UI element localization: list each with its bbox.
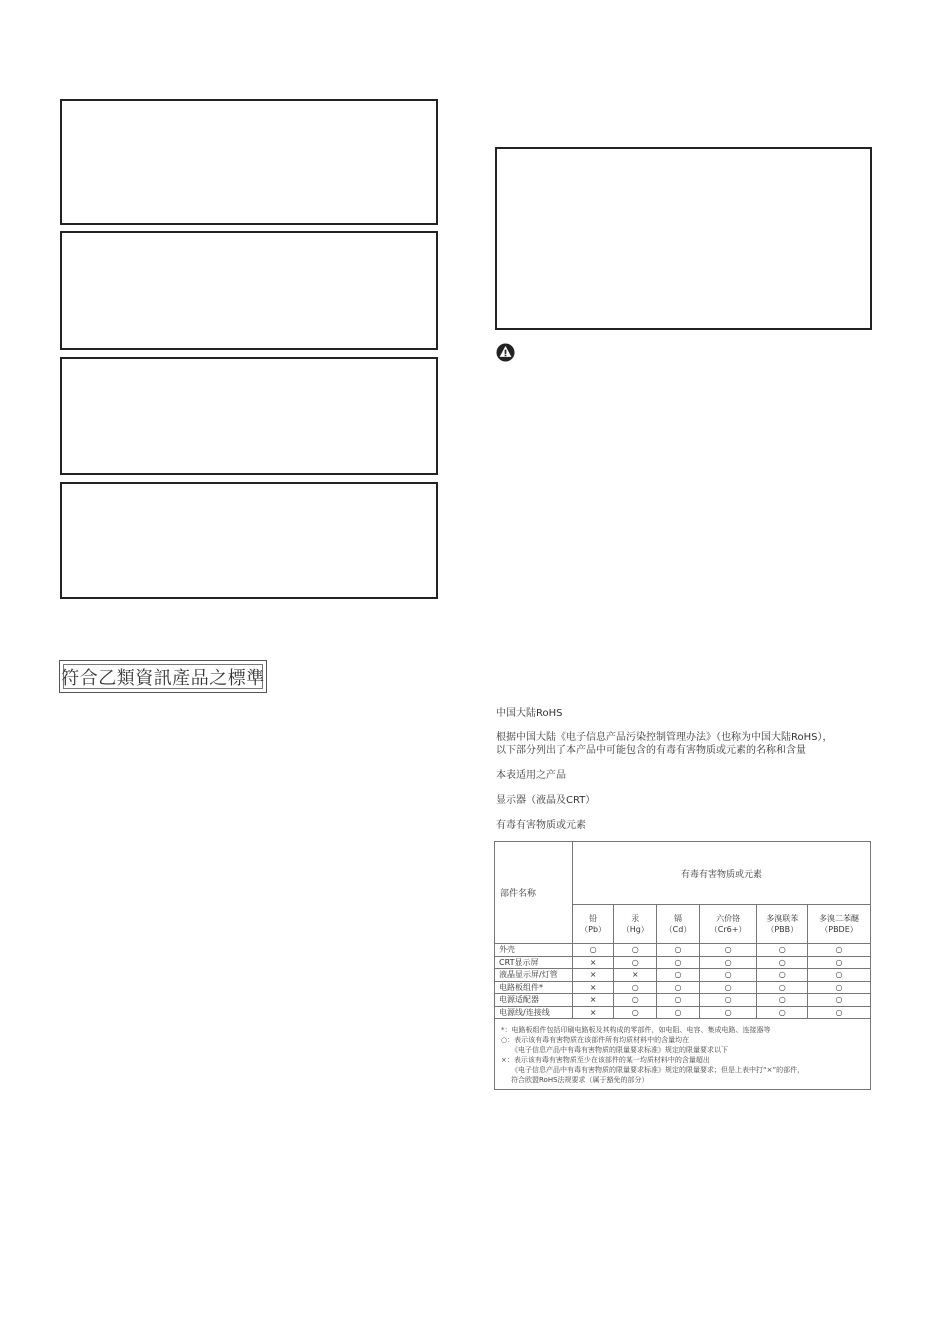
- value-cell: ×: [614, 969, 657, 982]
- warning-icon: [496, 343, 515, 362]
- value-cell: ○: [614, 994, 657, 1007]
- rohs-para-line2: 以下部分列出了本产品中可能包含的有毒有害物质或元素的名称和含量: [496, 745, 806, 756]
- rohs-table: [494, 841, 871, 1090]
- tw-class-b-label: [59, 660, 267, 693]
- value-cell: ×: [573, 956, 614, 969]
- value-cell: ○: [657, 969, 699, 982]
- table-row: [495, 956, 871, 969]
- value-cell: ○: [657, 994, 699, 1007]
- table-row: [495, 994, 871, 1007]
- value-cell: ○: [614, 1006, 657, 1019]
- component-cell: 电路板组件*: [495, 981, 573, 994]
- value-cell: ○: [808, 994, 871, 1007]
- element-header: 多溴二苯醚 （PBDE）: [808, 905, 871, 944]
- value-cell: ○: [699, 969, 757, 982]
- value-cell: ○: [699, 981, 757, 994]
- rohs-product: 显示器（液晶及CRT）: [496, 795, 596, 806]
- value-cell: ○: [808, 944, 871, 957]
- value-cell: ○: [657, 1006, 699, 1019]
- table-row: [495, 969, 871, 982]
- rohs-substances-label: 有毒有害物质或元素: [496, 820, 586, 831]
- value-cell: ○: [699, 994, 757, 1007]
- value-cell: ○: [757, 956, 808, 969]
- value-cell: ○: [699, 1006, 757, 1019]
- value-cell: ×: [573, 1006, 614, 1019]
- value-cell: ○: [657, 981, 699, 994]
- component-header: 部件名称: [495, 842, 573, 944]
- table-notes: [495, 1019, 871, 1090]
- component-cell: 外壳: [495, 944, 573, 957]
- table-row: [495, 1006, 871, 1019]
- value-cell: ○: [808, 956, 871, 969]
- value-cell: ○: [757, 969, 808, 982]
- value-cell: ○: [699, 944, 757, 957]
- value-cell: ○: [808, 981, 871, 994]
- note-line: 《电子信息产品中有毒有害物质的限量要求标准》规定的限量要求以下: [511, 1046, 728, 1054]
- element-header: 六价铬 （Cr6+）: [699, 905, 757, 944]
- notice-box-1: [60, 99, 438, 225]
- value-cell: ○: [757, 981, 808, 994]
- component-cell: CRT显示屏: [495, 956, 573, 969]
- element-header: 多溴联苯 （PBB）: [757, 905, 808, 944]
- table-row: [495, 981, 871, 994]
- note-line: ○：表示该有毒有害物质在该部件所有均质材料中的含量均在: [501, 1036, 690, 1044]
- value-cell: ○: [699, 956, 757, 969]
- component-cell: 电源适配器: [495, 994, 573, 1007]
- element-header: 铅 （Pb）: [573, 905, 614, 944]
- value-cell: ○: [808, 1006, 871, 1019]
- table-row: [495, 944, 871, 957]
- value-cell: ×: [573, 969, 614, 982]
- notice-box-3: [60, 357, 438, 475]
- rohs-heading: 中国大陆RoHS: [496, 708, 563, 719]
- value-cell: ○: [757, 944, 808, 957]
- value-cell: ○: [614, 981, 657, 994]
- value-cell: ○: [614, 956, 657, 969]
- value-cell: ○: [757, 994, 808, 1007]
- value-cell: ×: [573, 994, 614, 1007]
- tw-class-b-text: 符合乙類資訊產品之標準: [61, 667, 265, 689]
- value-cell: ○: [657, 956, 699, 969]
- notice-box-4: [60, 482, 438, 599]
- note-line: 《电子信息产品中有毒有害物质的限量要求标准》规定的限量要求；但是上表中打“×”的部件，: [511, 1066, 805, 1074]
- component-cell: 液晶显示屏/灯管: [495, 969, 573, 982]
- note-line: 符合欧盟RoHS法规要求（属于豁免的部分）: [511, 1076, 649, 1084]
- rohs-scope-label: 本表适用之产品: [496, 770, 566, 781]
- value-cell: ○: [614, 944, 657, 957]
- element-header: 汞 （Hg）: [614, 905, 657, 944]
- value-cell: ○: [657, 944, 699, 957]
- value-cell: ○: [757, 1006, 808, 1019]
- value-cell: ×: [573, 981, 614, 994]
- notice-box-2: [60, 231, 438, 350]
- note-line: *：电路板组件包括印刷电路板及其构成的零部件，如电阻、电容、集成电路、连接器等: [501, 1026, 771, 1034]
- element-header: 镉 （Cd）: [657, 905, 699, 944]
- value-cell: ○: [808, 969, 871, 982]
- value-cell: ○: [573, 944, 614, 957]
- rohs-para-line1: 根据中国大陆《电子信息产品污染控制管理办法》（也称为中国大陆RoHS），: [496, 732, 833, 743]
- component-cell: 电源线/连接线: [495, 1006, 573, 1019]
- substances-group-header: 有毒有害物质或元素: [573, 842, 871, 905]
- notice-box-5: [495, 147, 872, 330]
- note-line: ×：表示该有毒有害物质至少在该部件的某一均质材料中的含量超出: [501, 1056, 710, 1064]
